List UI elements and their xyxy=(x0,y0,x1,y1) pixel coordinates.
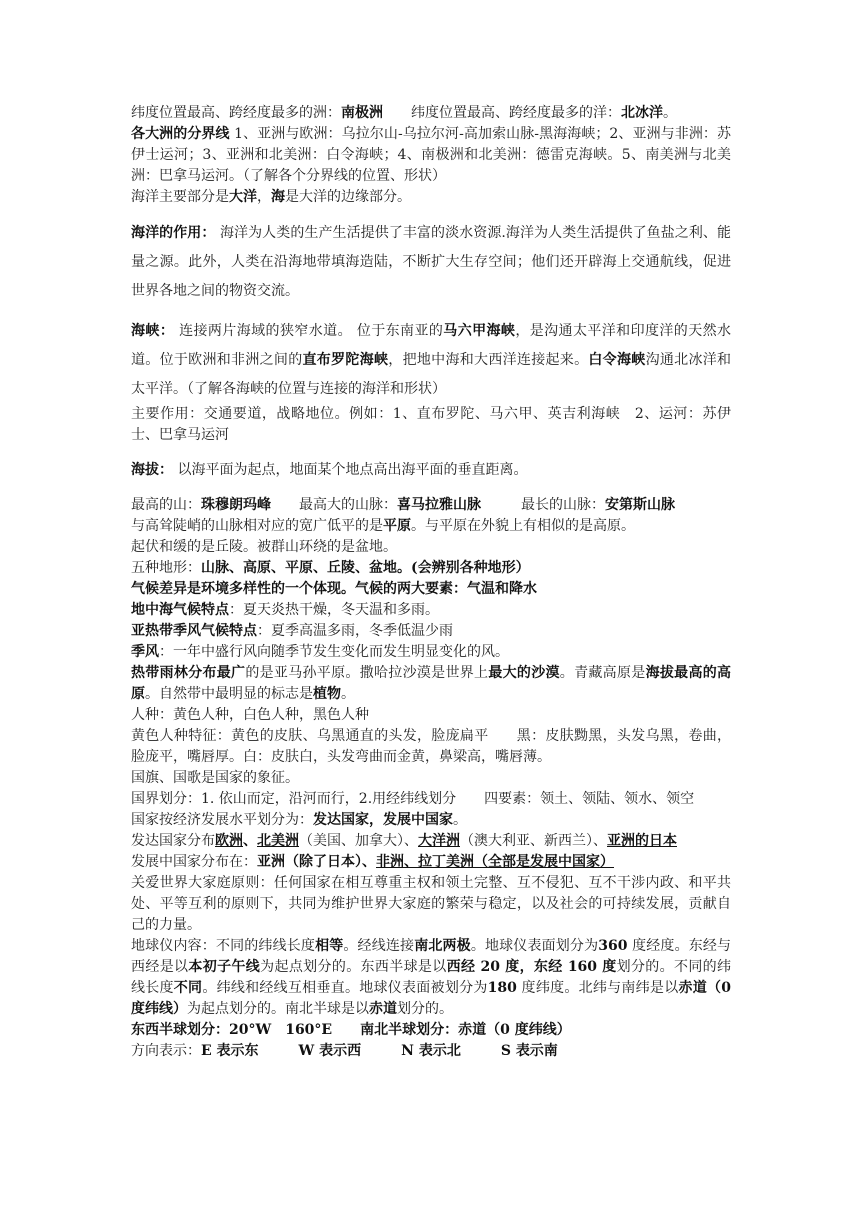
line-hill xyxy=(131,537,731,558)
bold-text: 热带雨林分布最广 xyxy=(131,665,246,681)
para-family xyxy=(131,873,731,936)
text: 最长的山脉： xyxy=(521,497,605,513)
heading-strait: 海峡： xyxy=(131,323,175,339)
line-polar xyxy=(131,103,731,124)
text: 发展中国家分布在： xyxy=(131,854,257,870)
text: ，把地中海和大西洋连接起来。 xyxy=(388,352,589,368)
text: 沟通北冰洋和太平洋。（了解各海峡的位置与连接的海洋和形状） xyxy=(131,352,732,397)
text: （澳大利亚、新西兰）、 xyxy=(460,833,607,849)
text: （美国、加拿大）、 xyxy=(299,833,418,849)
text: 为起点划分的。南北半球是以 xyxy=(187,1001,369,1017)
underlined-bold-text: 大洋洲 xyxy=(418,833,460,849)
text: 划分的。不同的纬线长度 xyxy=(131,959,732,996)
text: 最高大的山脉： xyxy=(299,497,397,513)
para-strait xyxy=(131,317,731,404)
para-globe xyxy=(131,936,736,1020)
text: 。地球仪表面划分为 xyxy=(470,938,599,954)
bold-text: 不同 xyxy=(173,980,203,996)
para-boundaries xyxy=(131,124,731,187)
text: 的是亚马孙平原。撒哈拉沙漠是世界上 xyxy=(245,665,489,681)
text: 国界划分：1. 依山而定，沿河而行，2.用经纬线划分 xyxy=(131,791,457,807)
line-subtropical xyxy=(131,621,731,642)
bold-text: 最大的沙漠 xyxy=(488,665,560,681)
bold-text: 直布罗陀海峡 xyxy=(302,352,389,368)
bold-text: 、 xyxy=(243,833,257,849)
text: 度纬度。北纬与南纬是以 xyxy=(516,980,679,996)
line-plain xyxy=(131,516,731,537)
bold-text: E 表示东 xyxy=(201,1043,259,1059)
bold-text: 360 xyxy=(598,938,628,954)
line-mediterranean xyxy=(131,600,731,621)
bold-text: 马六甲海峡 xyxy=(443,323,516,339)
heading-altitude: 海拔： xyxy=(131,462,173,478)
bold-text: 南极洲 xyxy=(341,105,383,121)
text: 起伏和缓的是丘陵。被群山环绕的是盆地。 xyxy=(131,539,397,555)
bold-text: N 表示北 xyxy=(401,1043,461,1059)
line-economy xyxy=(131,810,731,831)
para-rainforest xyxy=(131,663,731,705)
text: 地球仪内容：不同的纬线长度 xyxy=(131,938,316,954)
para-race-features xyxy=(131,726,731,768)
bold-text: 发达国家，发展中国家 xyxy=(313,812,453,828)
text: ，是沟通太平洋和印度洋的天然水道。位于欧洲和非洲之间的 xyxy=(131,323,732,368)
line-climate xyxy=(131,579,731,600)
bold-text: 海拔最高的高原 xyxy=(131,665,732,702)
line-border xyxy=(131,789,731,810)
bold-text: 北冰洋 xyxy=(621,105,663,121)
text: ：夏天炎热干燥，冬天温和多雨。 xyxy=(229,602,439,618)
text: 与高耸陡峭的山脉相对应的宽广低平的是 xyxy=(131,518,383,534)
bold-text: 180 xyxy=(487,980,517,996)
text: 国旗、国歌是国家的象征。 xyxy=(131,770,299,786)
text: 是大洋的边缘部分。 xyxy=(285,189,411,205)
bold-text: 安第斯山脉 xyxy=(605,497,675,513)
underlined-bold-text: 北美洲 xyxy=(257,833,299,849)
text: 划分的。 xyxy=(397,1001,453,1017)
line-developing xyxy=(131,852,731,873)
text: 方向表示： xyxy=(131,1043,201,1059)
text: 。纬线和经线互相垂直。地球仪表面被划分为 xyxy=(202,980,488,996)
bold-text: 南北两极 xyxy=(414,938,471,954)
text: 国家按经济发展水平划分为： xyxy=(131,812,313,828)
text: 。经线连接 xyxy=(343,938,415,954)
line-race xyxy=(131,705,731,726)
bold-text: 东西半球划分：20°W 160°E xyxy=(131,1022,333,1038)
line-altitude xyxy=(131,460,731,481)
text: 五种地形： xyxy=(131,560,201,576)
bold-text: 大洋 xyxy=(229,189,257,205)
bold-text: 亚洲（除了日本）、 xyxy=(257,854,376,870)
text: 纬度位置最高、跨经度最多的洋： xyxy=(411,105,621,121)
bold-text: 珠穆朗玛峰 xyxy=(201,497,271,513)
bold-text: 相等 xyxy=(315,938,344,954)
underlined-bold-text: 欧洲 xyxy=(215,833,243,849)
text: 。 xyxy=(663,105,677,121)
text: 关爱世界大家庭原则：任何国家在相互尊重主权和领土完整、互不侵犯、互不干涉内政、和平共处、平等互利的原则下，共同为维护世界大家庭的繁荣与稳定，以及社会的可持续发展，贡献自己的力量。 xyxy=(131,875,731,933)
underlined-bold-text: 亚洲的日本 xyxy=(607,833,677,849)
text: ， xyxy=(257,189,271,205)
text: 海洋为人类的生产生活提供了丰富的淡水资源.海洋为人类生活提供了鱼盐之利、能量之源。此外，人类在沿海地带填海造陆，不断扩大生存空间；他们还开辟海上交通航线，促进世界各地之间的物资交流。 xyxy=(131,225,731,299)
bold-text: 山脉、高原、平原、丘陵、盆地。(会辨别各种地形） xyxy=(201,560,530,576)
text: 黄色人种特征：黄色的皮肤、乌黑通直的头发，脸庞扁平 xyxy=(131,728,489,744)
para-ocean-role xyxy=(131,219,731,306)
line-ocean xyxy=(131,187,731,208)
bold-text: W 表示西 xyxy=(298,1043,362,1059)
line-monsoon xyxy=(131,642,731,663)
text: 。与平原在外貌上有相似的是高原。 xyxy=(411,518,635,534)
line-mountains xyxy=(131,495,731,516)
bold-text: 本初子午线 xyxy=(188,959,261,975)
text: 以海平面为起点，地面某个地点高出海平面的垂直距离。 xyxy=(173,462,528,478)
bold-text: 海 xyxy=(271,189,285,205)
text: 海洋主要部分是 xyxy=(131,189,229,205)
line-directions xyxy=(131,1041,731,1062)
line-five-landforms xyxy=(131,558,731,579)
bold-text: 赤道 xyxy=(369,1001,397,1017)
bold-text: 赤道（0 度纬线） xyxy=(131,980,736,1017)
heading-boundaries: 各大洲的分界线 xyxy=(131,126,230,142)
bold-text: 气候差异是环境多样性的一个体现。气候的两大要素：气温和降水 xyxy=(131,581,537,597)
line-strait-use xyxy=(131,404,731,446)
text: 连接两片海域的狭窄水道。 位于东南亚的 xyxy=(174,323,444,339)
text: 。自然带中最明显的标志是 xyxy=(145,686,313,702)
text: 四要素：领土、领陆、领水、领空 xyxy=(484,791,695,807)
text: 为起点划分的。东西半球是以 xyxy=(260,959,447,975)
bold-text: 季风 xyxy=(131,644,159,660)
bold-text: 平原 xyxy=(383,518,411,534)
underlined-bold-text: 非洲、拉丁美洲（全部是发展中国家） xyxy=(376,854,614,870)
text: 主要作用：交通要道，战略地位。例如：1、直布罗陀、马六甲、英吉利海峡 2、运河：苏伊士、巴拿马运河 xyxy=(131,406,731,443)
text: 度经度。东经与西经是以 xyxy=(131,938,732,975)
text: 。 xyxy=(453,812,467,828)
bold-text: 亚热带季风气候特点 xyxy=(131,623,257,639)
text: ：夏季高温多雨，冬季低温少雨 xyxy=(257,623,453,639)
bold-text: 地中海气候特点 xyxy=(131,602,229,618)
text: 最高的山： xyxy=(131,497,201,513)
bold-text: S 表示南 xyxy=(500,1043,558,1059)
line-hemispheres xyxy=(131,1020,731,1041)
text: 纬度位置最高、跨经度最多的洲： xyxy=(131,105,341,121)
bold-text: 喜马拉雅山脉 xyxy=(397,497,481,513)
text: ：一年中盛行风向随季节发生变化而发生明显变化的风。 xyxy=(159,644,509,660)
heading-ocean-role: 海洋的作用： xyxy=(131,225,216,241)
line-flag xyxy=(131,768,731,789)
bold-text: 南北半球划分：赤道（0 度纬线） xyxy=(360,1022,571,1038)
bold-text: 植物 xyxy=(313,686,341,702)
text: 。 xyxy=(341,686,355,702)
text: 黑：皮肤黝黑，头发乌黑，卷曲，脸庞平，嘴唇厚。白：皮肤白，头发弯曲而金黄，鼻梁高，嘴唇薄。 xyxy=(131,728,731,765)
text: 1、亚洲与欧洲：乌拉尔山-乌拉尔河-高加索山脉-黑海海峡；2、亚洲与非洲：苏伊士运河；3、亚洲和北美洲：白令海峡；4、南极洲和北美洲：德雷克海峡。5、南美洲与北美洲：巴拿马运河。（了解各个分界线的位置、形状） xyxy=(131,126,731,184)
line-developed xyxy=(131,831,731,852)
bold-text: 白令海峡 xyxy=(588,352,646,368)
text: 人种：黄色人种，白色人种，黑色人种 xyxy=(131,707,369,723)
text: 发达国家分布 xyxy=(131,833,215,849)
text: 。青藏高原是 xyxy=(559,665,646,681)
bold-text: 西经 20 度，东经 160 度 xyxy=(446,959,617,975)
document-body xyxy=(131,103,736,1062)
